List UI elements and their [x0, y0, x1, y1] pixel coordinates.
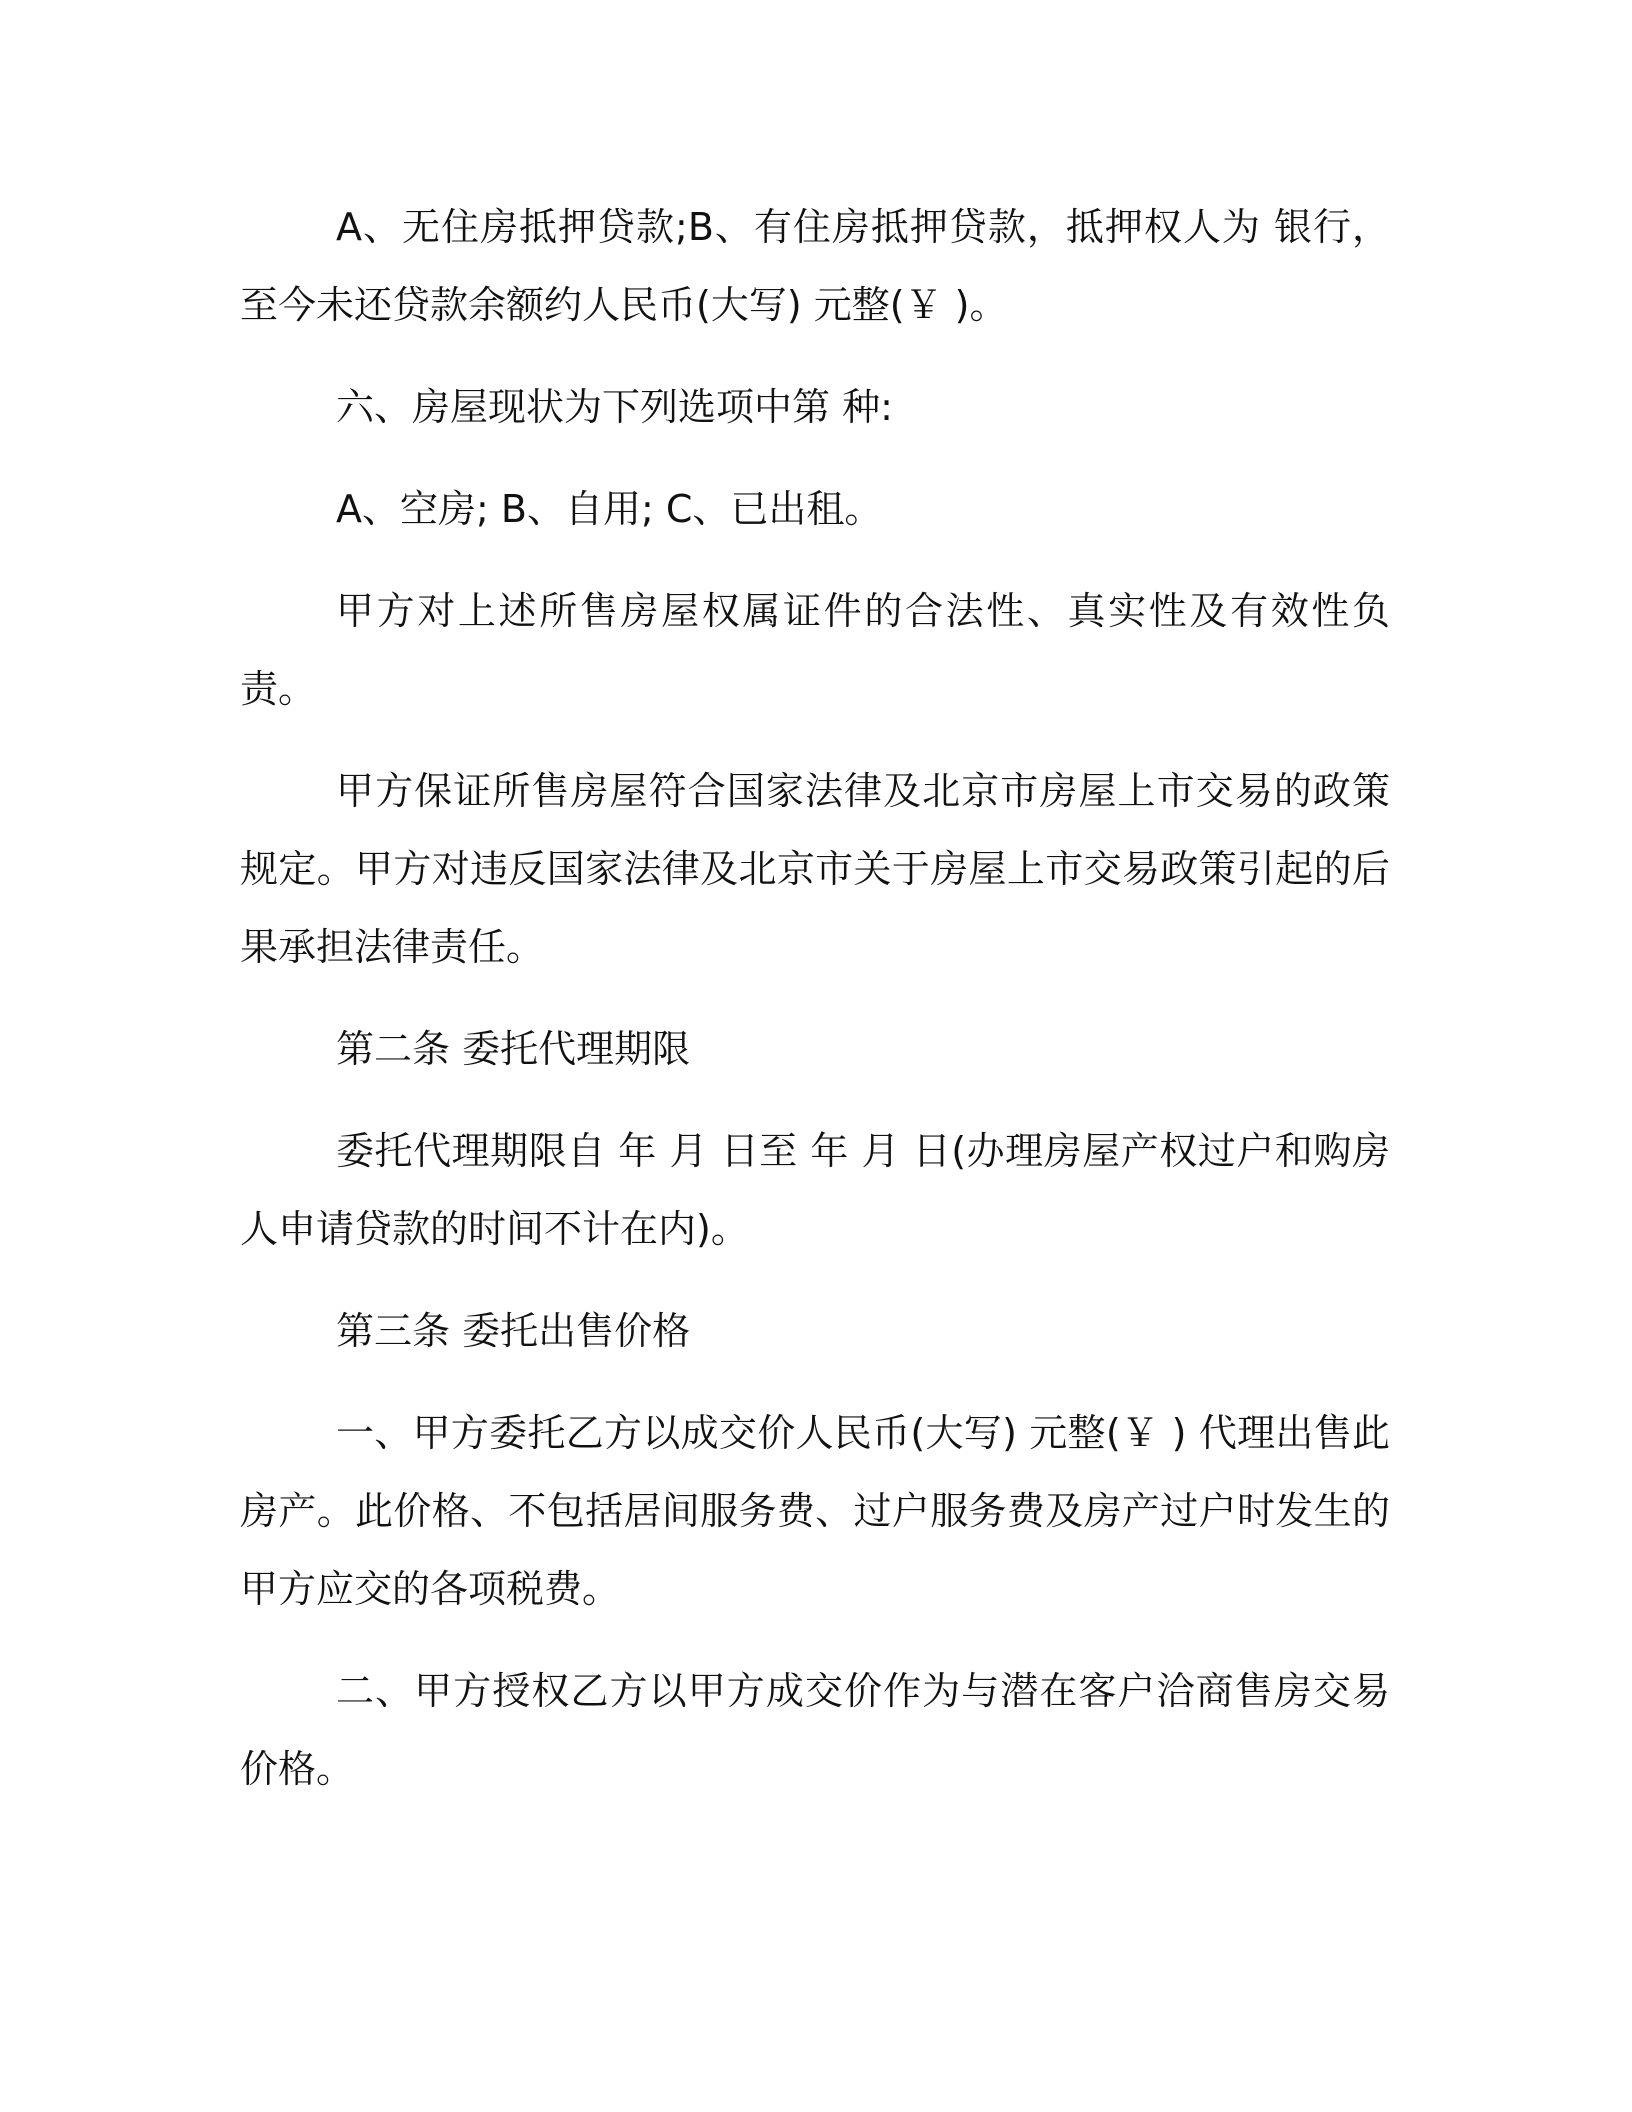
- paragraph-price-authorization: 二、甲方授权乙方以甲方成交价作为与潜在客户洽商售房交易价格。: [240, 1669, 1390, 1791]
- paragraph-ownership-responsibility: 甲方对上述所售房屋权属证件的合法性、真实性及有效性负责。: [240, 589, 1390, 711]
- paragraph-house-status: 六、房屋现状为下列选项中第 种:: [336, 385, 893, 429]
- paragraph-legal-guarantee: 甲方保证所售房屋符合国家法律及北京市房屋上市交易的政策规定。甲方对违反国家法律及北京市关于房屋上市交易政策引起的后果承担法律责任。: [240, 769, 1390, 969]
- paragraph-agency-term: 委托代理期限自 年 月 日至 年 月 日(办理房屋产权过户和购房人申请贷款的时间不计在内)。: [240, 1129, 1390, 1251]
- document-body: [240, 188, 1390, 1832]
- paragraph-mortgage-options: A、无住房抵押贷款;B、有住房抵押贷款，抵押权人为 银行，至今未还贷款余额约人民币(大写) 元整(￥ )。: [240, 205, 1390, 327]
- paragraph-status-options: A、空房; B、自用; C、已出租。: [336, 487, 883, 531]
- paragraph-sale-price: 一、甲方委托乙方以成交价人民币(大写) 元整(￥ ) 代理出售此房产。此价格、不包括居间服务费、过户服务费及房产过户时发生的甲方应交的各项税费。: [240, 1411, 1390, 1611]
- section-heading-sale-price: 第三条 委托出售价格: [336, 1309, 691, 1353]
- section-heading-agency-term: 第二条 委托代理期限: [336, 1027, 691, 1071]
